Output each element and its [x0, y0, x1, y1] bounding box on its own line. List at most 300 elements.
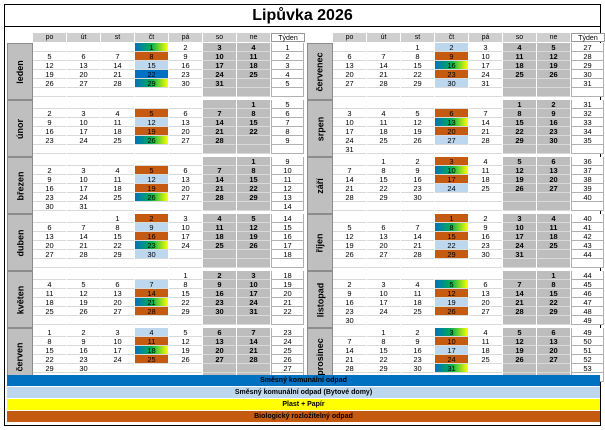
day-cell: 11 — [237, 52, 270, 61]
day-cell: 8 — [435, 223, 468, 232]
day-cell: 8 — [537, 280, 570, 289]
weekday-header-cell: po — [333, 33, 367, 42]
day-cell — [203, 316, 236, 325]
week-number-cell: 7 — [271, 118, 304, 127]
day-cell — [401, 100, 434, 109]
day-cell: 15 — [237, 118, 270, 127]
day-cell: 14 — [203, 118, 236, 127]
day-cell: 20 — [333, 70, 366, 79]
week-number-cell: 36 — [571, 157, 604, 166]
day-cell: 16 — [401, 346, 434, 355]
day-cell — [469, 100, 502, 109]
day-cell: 12 — [537, 52, 570, 61]
day-cell: 18 — [101, 184, 134, 193]
day-cell: 24 — [503, 241, 536, 250]
week-number-cell: 9 — [271, 136, 304, 145]
day-cell: 5 — [33, 52, 66, 61]
day-cell — [503, 193, 536, 202]
day-cell: 28 — [237, 355, 270, 364]
day-cell — [169, 364, 202, 373]
day-cell: 10 — [101, 337, 134, 346]
week-number-cell: 31 — [571, 100, 604, 109]
day-cell — [367, 100, 400, 109]
day-cell — [169, 259, 202, 268]
weekday-header-cell: po — [33, 33, 67, 42]
day-cell: 5 — [537, 43, 570, 52]
day-cell — [33, 88, 66, 97]
day-cell: 11 — [33, 289, 66, 298]
month-block — [307, 43, 605, 100]
day-cell — [135, 364, 168, 373]
day-cell: 8 — [503, 109, 536, 118]
day-cell: 3 — [67, 166, 100, 175]
day-cell: 16 — [33, 184, 66, 193]
month-label — [7, 271, 33, 328]
day-cell — [101, 259, 134, 268]
day-cell: 26 — [435, 307, 468, 316]
day-cell: 30 — [469, 250, 502, 259]
day-cell: 23 — [401, 184, 434, 193]
day-cell: 18 — [135, 346, 168, 355]
day-cell: 6 — [537, 157, 570, 166]
month-grid — [333, 214, 605, 271]
week-number-cell: 53 — [571, 364, 604, 373]
week-number-cell: 51 — [571, 346, 604, 355]
day-cell: 22 — [135, 70, 168, 79]
week-number-cell: 1 — [271, 43, 304, 52]
day-cell — [135, 316, 168, 325]
day-cell: 31 — [435, 364, 468, 373]
day-cell: 13 — [435, 118, 468, 127]
week-number-cell: 23 — [271, 328, 304, 337]
day-cell: 13 — [537, 337, 570, 346]
day-cell: 4 — [101, 109, 134, 118]
month-grid — [333, 271, 605, 328]
day-cell: 18 — [237, 61, 270, 70]
day-cell: 13 — [33, 232, 66, 241]
legend-item: Biologický rozložitelný odpad — [7, 411, 600, 422]
day-cell: 17 — [203, 61, 236, 70]
day-cell — [203, 250, 236, 259]
day-cell — [169, 316, 202, 325]
week-number-cell: 15 — [271, 223, 304, 232]
day-cell: 23 — [469, 241, 502, 250]
day-cell: 28 — [135, 307, 168, 316]
month-block — [307, 214, 605, 271]
day-cell: 11 — [135, 337, 168, 346]
day-cell: 19 — [537, 61, 570, 70]
day-cell — [537, 316, 570, 325]
day-cell: 4 — [503, 43, 536, 52]
week-number-cell: 10 — [271, 166, 304, 175]
month-name: srpen — [315, 116, 326, 141]
week-number-cell: 9 — [271, 157, 304, 166]
week-number-cell: 48 — [571, 307, 604, 316]
day-cell: 23 — [33, 193, 66, 202]
day-cell: 2 — [33, 166, 66, 175]
day-cell: 29 — [135, 79, 168, 88]
day-cell — [203, 259, 236, 268]
day-cell: 13 — [333, 61, 366, 70]
day-cell: 1 — [135, 43, 168, 52]
calendar-page — [4, 4, 601, 426]
day-cell: 21 — [135, 298, 168, 307]
week-number-cell: 20 — [271, 289, 304, 298]
day-cell: 29 — [101, 250, 134, 259]
day-cell: 16 — [169, 61, 202, 70]
day-cell: 15 — [169, 289, 202, 298]
day-cell: 19 — [33, 70, 66, 79]
day-cell: 7 — [333, 337, 366, 346]
day-cell: 9 — [33, 118, 66, 127]
day-cell: 24 — [469, 70, 502, 79]
day-cell: 17 — [367, 298, 400, 307]
day-cell — [135, 100, 168, 109]
day-cell: 16 — [67, 346, 100, 355]
week-number-cell: 26 — [271, 355, 304, 364]
day-cell: 29 — [401, 79, 434, 88]
day-cell — [537, 250, 570, 259]
day-cell: 30 — [203, 307, 236, 316]
day-cell: 24 — [435, 355, 468, 364]
weekday-header-cell: Týden — [271, 33, 305, 42]
day-cell: 3 — [367, 280, 400, 289]
day-cell: 27 — [333, 79, 366, 88]
day-cell: 3 — [503, 214, 536, 223]
day-cell: 4 — [537, 214, 570, 223]
day-cell — [537, 145, 570, 154]
month-grid — [333, 43, 605, 100]
day-cell: 11 — [469, 337, 502, 346]
week-number-cell: 8 — [271, 127, 304, 136]
day-cell: 7 — [135, 280, 168, 289]
day-cell — [469, 271, 502, 280]
day-cell: 30 — [169, 79, 202, 88]
day-cell: 22 — [503, 127, 536, 136]
day-cell: 27 — [435, 136, 468, 145]
day-cell: 3 — [435, 157, 468, 166]
month-name: prosinec — [315, 337, 326, 376]
day-cell: 13 — [67, 61, 100, 70]
day-cell: 4 — [237, 43, 270, 52]
day-cell: 17 — [67, 184, 100, 193]
day-cell — [169, 100, 202, 109]
day-cell: 8 — [237, 166, 270, 175]
weekday-header-cell: st — [101, 33, 135, 42]
day-cell: 18 — [33, 298, 66, 307]
day-cell: 18 — [469, 346, 502, 355]
day-cell — [101, 100, 134, 109]
week-number-cell: 2 — [271, 52, 304, 61]
day-cell: 12 — [33, 61, 66, 70]
week-number-cell: 52 — [571, 355, 604, 364]
day-cell: 15 — [237, 175, 270, 184]
day-cell: 9 — [401, 166, 434, 175]
day-cell — [367, 271, 400, 280]
month-label — [307, 100, 333, 157]
day-cell: 6 — [101, 280, 134, 289]
day-cell: 30 — [401, 364, 434, 373]
day-cell — [203, 202, 236, 211]
day-cell: 14 — [469, 118, 502, 127]
day-cell: 6 — [203, 328, 236, 337]
month-name: říjen — [314, 232, 325, 253]
day-cell: 15 — [367, 346, 400, 355]
day-cell: 26 — [401, 136, 434, 145]
day-cell: 17 — [435, 175, 468, 184]
day-cell: 23 — [67, 355, 100, 364]
day-cell: 26 — [67, 307, 100, 316]
day-cell — [435, 271, 468, 280]
day-cell — [135, 88, 168, 97]
day-cell: 27 — [367, 250, 400, 259]
week-number-cell: 49 — [571, 316, 604, 325]
day-cell: 11 — [101, 175, 134, 184]
day-cell — [33, 100, 66, 109]
day-cell — [237, 136, 270, 145]
day-cell — [101, 145, 134, 154]
day-cell: 7 — [237, 328, 270, 337]
day-cell: 25 — [503, 70, 536, 79]
week-number-cell: 11 — [271, 175, 304, 184]
day-cell: 23 — [537, 127, 570, 136]
day-cell: 20 — [537, 346, 570, 355]
day-cell — [537, 193, 570, 202]
day-cell — [237, 88, 270, 97]
weekday-header — [33, 33, 305, 42]
day-cell: 1 — [237, 157, 270, 166]
day-cell: 31 — [333, 145, 366, 154]
day-cell: 15 — [135, 61, 168, 70]
day-cell — [367, 316, 400, 325]
day-cell — [135, 145, 168, 154]
day-cell: 4 — [135, 328, 168, 337]
day-cell — [67, 316, 100, 325]
day-cell: 3 — [203, 43, 236, 52]
day-cell: 9 — [333, 289, 366, 298]
day-cell: 27 — [203, 355, 236, 364]
day-cell — [333, 214, 366, 223]
weekday-header-cell: ne — [537, 33, 571, 42]
day-cell: 30 — [333, 316, 366, 325]
week-number-cell: 40 — [571, 193, 604, 202]
day-cell — [67, 145, 100, 154]
day-cell: 17 — [503, 232, 536, 241]
month-name: červen — [15, 341, 25, 372]
day-cell: 3 — [67, 109, 100, 118]
day-cell: 25 — [367, 136, 400, 145]
day-cell: 19 — [169, 346, 202, 355]
day-cell: 23 — [203, 298, 236, 307]
day-cell: 18 — [101, 127, 134, 136]
day-cell: 10 — [67, 175, 100, 184]
week-number-cell: 45 — [571, 280, 604, 289]
day-cell: 2 — [203, 271, 236, 280]
week-number-cell — [271, 316, 304, 325]
day-cell: 17 — [435, 346, 468, 355]
day-cell: 14 — [333, 175, 366, 184]
day-cell — [367, 145, 400, 154]
day-cell — [435, 316, 468, 325]
day-cell: 30 — [401, 193, 434, 202]
day-cell: 20 — [435, 127, 468, 136]
day-cell: 18 — [537, 232, 570, 241]
week-number-cell: 18 — [271, 271, 304, 280]
day-cell: 2 — [333, 280, 366, 289]
day-cell — [169, 202, 202, 211]
day-cell: 23 — [435, 70, 468, 79]
day-cell: 2 — [67, 328, 100, 337]
day-cell: 12 — [401, 118, 434, 127]
day-cell — [401, 145, 434, 154]
day-cell — [401, 202, 434, 211]
month-grid — [33, 100, 305, 157]
day-cell — [469, 364, 502, 373]
day-cell — [237, 79, 270, 88]
day-cell: 9 — [469, 223, 502, 232]
day-cell: 16 — [135, 232, 168, 241]
day-cell: 4 — [101, 166, 134, 175]
month-label — [307, 157, 333, 214]
day-cell: 13 — [169, 118, 202, 127]
week-number-cell: 12 — [271, 184, 304, 193]
day-cell: 21 — [333, 184, 366, 193]
day-cell: 4 — [469, 157, 502, 166]
month-block — [307, 271, 605, 328]
day-cell — [333, 88, 366, 97]
day-cell: 11 — [203, 223, 236, 232]
day-cell: 13 — [469, 289, 502, 298]
day-cell: 5 — [237, 214, 270, 223]
day-cell: 31 — [469, 79, 502, 88]
day-cell — [435, 202, 468, 211]
day-cell: 17 — [67, 127, 100, 136]
day-cell — [237, 250, 270, 259]
day-cell — [135, 271, 168, 280]
day-cell: 7 — [469, 109, 502, 118]
day-cell: 3 — [333, 109, 366, 118]
day-cell: 2 — [401, 328, 434, 337]
day-cell — [101, 364, 134, 373]
month-block — [7, 157, 307, 214]
day-cell: 16 — [333, 298, 366, 307]
day-cell: 31 — [203, 79, 236, 88]
day-cell: 12 — [135, 175, 168, 184]
day-cell: 26 — [537, 70, 570, 79]
day-cell: 18 — [503, 61, 536, 70]
week-number-cell: 32 — [571, 109, 604, 118]
day-cell: 9 — [203, 280, 236, 289]
day-cell: 21 — [367, 70, 400, 79]
week-number-cell: 14 — [271, 214, 304, 223]
day-cell: 25 — [33, 307, 66, 316]
day-cell: 6 — [169, 109, 202, 118]
day-cell: 11 — [101, 118, 134, 127]
day-cell: 8 — [169, 280, 202, 289]
day-cell: 2 — [435, 43, 468, 52]
month-name: květen — [15, 285, 25, 314]
weekday-header-cell: čt — [435, 33, 469, 42]
day-cell: 27 — [33, 250, 66, 259]
day-cell: 19 — [503, 175, 536, 184]
weekday-header-cell: so — [503, 33, 537, 42]
day-cell — [237, 202, 270, 211]
day-cell — [435, 88, 468, 97]
day-cell: 14 — [367, 61, 400, 70]
weekday-header — [333, 33, 605, 42]
page-title: Lipůvka 2026 — [5, 5, 600, 27]
day-cell: 11 — [537, 223, 570, 232]
day-cell: 28 — [401, 250, 434, 259]
day-cell: 21 — [469, 127, 502, 136]
day-cell — [401, 271, 434, 280]
day-cell: 20 — [203, 346, 236, 355]
day-cell: 10 — [237, 280, 270, 289]
day-cell — [333, 100, 366, 109]
day-cell: 2 — [537, 100, 570, 109]
day-cell: 26 — [33, 79, 66, 88]
day-cell — [537, 88, 570, 97]
day-cell: 21 — [401, 241, 434, 250]
month-name: březen — [15, 170, 26, 201]
day-cell — [469, 316, 502, 325]
day-cell: 13 — [169, 175, 202, 184]
day-cell: 19 — [67, 298, 100, 307]
month-block — [307, 157, 605, 214]
day-cell: 22 — [237, 127, 270, 136]
week-number-cell: 39 — [571, 184, 604, 193]
day-cell: 10 — [469, 52, 502, 61]
day-cell: 20 — [367, 241, 400, 250]
day-cell: 28 — [203, 136, 236, 145]
week-number-cell: 37 — [571, 166, 604, 175]
day-cell — [435, 145, 468, 154]
week-number-cell: 42 — [571, 232, 604, 241]
month-label — [307, 214, 333, 271]
day-cell: 14 — [503, 289, 536, 298]
day-cell: 25 — [469, 184, 502, 193]
day-cell — [537, 364, 570, 373]
day-cell: 1 — [503, 100, 536, 109]
day-cell: 5 — [435, 280, 468, 289]
day-cell: 2 — [401, 157, 434, 166]
week-number-cell: 49 — [571, 328, 604, 337]
day-cell: 9 — [537, 109, 570, 118]
day-cell — [67, 259, 100, 268]
day-cell — [33, 145, 66, 154]
week-number-cell: 5 — [271, 79, 304, 88]
month-grid — [33, 271, 305, 328]
day-cell — [33, 316, 66, 325]
day-cell — [537, 79, 570, 88]
day-cell: 21 — [333, 355, 366, 364]
month-grid — [33, 43, 305, 100]
month-block — [307, 100, 605, 157]
day-cell: 6 — [67, 52, 100, 61]
day-cell: 23 — [401, 355, 434, 364]
day-cell: 27 — [537, 184, 570, 193]
day-cell: 15 — [367, 175, 400, 184]
day-cell — [203, 364, 236, 373]
week-number-cell: 6 — [271, 109, 304, 118]
day-cell: 26 — [135, 136, 168, 145]
weekday-header-cell: Týden — [571, 33, 605, 42]
day-cell: 22 — [237, 184, 270, 193]
day-cell: 12 — [67, 289, 100, 298]
day-cell: 8 — [401, 52, 434, 61]
day-cell: 1 — [435, 214, 468, 223]
day-cell: 14 — [237, 337, 270, 346]
